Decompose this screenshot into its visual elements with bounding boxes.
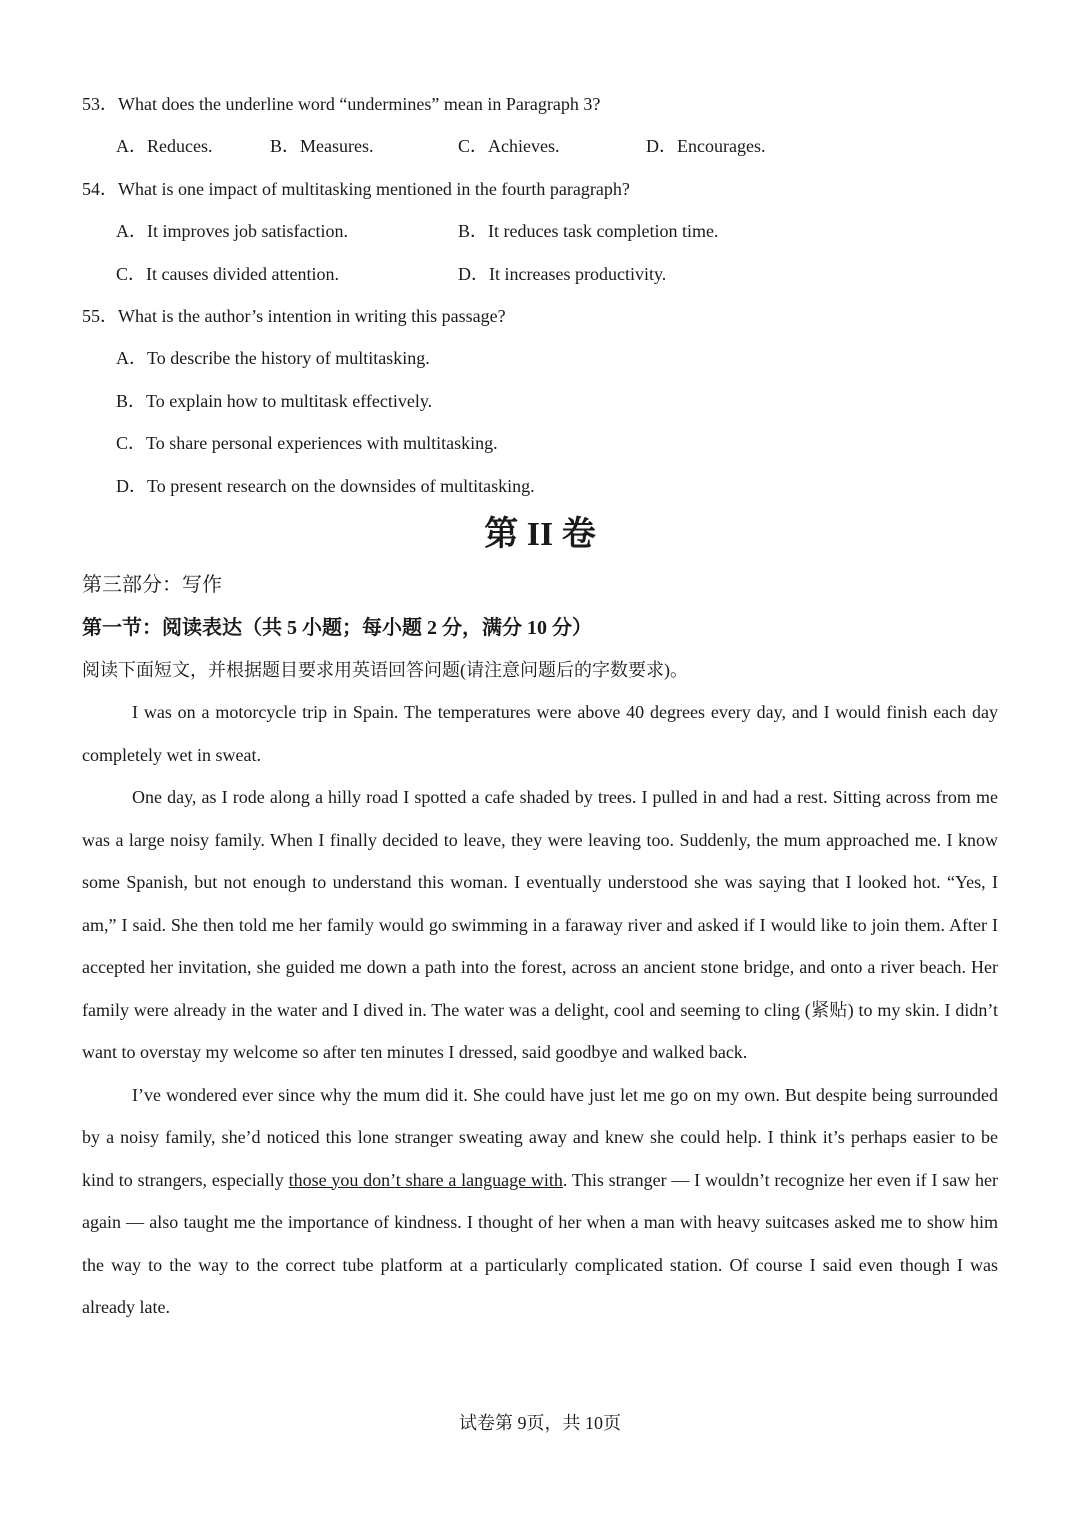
question-54-stem: 54．What is one impact of multitasking mentioned in the fourth paragraph?: [82, 179, 630, 199]
section-heading: 第一节：阅读表达（共 5 小题；每小题 2 分，满分 10 分）: [82, 617, 592, 639]
section-title: 第 II 卷: [484, 516, 596, 553]
passage-paragraph-1: I was on a motorcycle trip in Spain. The temperatures were above 40 degrees every day, and I would finish each day completely wet in sweat.: [82, 702, 998, 765]
question-53-option-c: C．Achieves.: [458, 136, 560, 156]
question-55-option-d: D．To present research on the downsides of multitasking.: [116, 476, 535, 496]
question-55-option-a: A．To describe the history of multitasking.: [116, 348, 430, 368]
question-53-option-a: A．Reduces.: [116, 136, 213, 156]
question-54-option-c: C．It causes divided attention.: [116, 264, 339, 284]
passage-paragraph-3-end: . This stranger — I wouldn’t recognize her even if I saw her again — also taught me the importance of kindness. I thought of her when a man with heavy suitcases asked me to show him the way to the way to the correct tube platform at a particularly complicated station. Of course I said even though I was already late.: [82, 1169, 998, 1317]
question-53-stem: 53．What does the underline word “undermines” mean in Paragraph 3?: [82, 94, 601, 114]
passage-paragraph-2: One day, as I rode along a hilly road I spotted a cafe shaded by trees. I pulled in and had a rest. Sitting across from me was a large noisy family. When I finally decided to leave, they were leaving too. Suddenly, the mum approached me. I know some Spanish, but not enough to understand this woman. I eventually understood she was saying that I looked hot. “Yes, I am,” I said. She then told me her family would go swimming in a faraway river and asked if I would like to join them. After I accepted her invitation, she guided me down a path into the forest, across an ancient stone bridge, and onto a river beach. Her family were already in the water and I dived in. The water was a delight, cool and seeming to cling (紧贴) to my skin. I didn’t want to overstay my welcome so after ten minutes I dressed, said goodbye and walked back.: [82, 787, 998, 1062]
question-55-stem: 55．What is the author’s intention in writing this passage?: [82, 306, 506, 326]
reading-passage: [82, 691, 998, 1329]
question-54-option-d: D．It increases productivity.: [458, 264, 667, 284]
question-55-option-c: C．To share personal experiences with multitasking.: [116, 433, 498, 453]
passage-paragraph-3: [82, 1074, 998, 1329]
question-53-option-d: D．Encourages.: [646, 136, 766, 156]
question-53-option-b: B．Measures.: [270, 136, 374, 156]
question-54-option-a: A．It improves job satisfaction.: [116, 221, 348, 241]
question-54-option-b: B．It reduces task completion time.: [458, 221, 719, 241]
page-footer: 试卷第 9页，共 10页: [459, 1413, 621, 1433]
underlined-phrase: those you don’t share a language with: [288, 1169, 563, 1190]
question-55-option-b: B．To explain how to multitask effectively.: [116, 391, 433, 411]
instruction: 阅读下面短文，并根据题目要求用英语回答问题(请注意问题后的字数要求)。: [82, 660, 688, 680]
part-heading: 第三部分：写作: [82, 574, 222, 596]
passage-paragraph-3-start: I’ve wondered ever since why the mum did it. She could have just let me go on my own. But despite being surrounded by a noisy family, she’d noticed this lone stranger sweating away and knew she could help. I think it’s perhaps easier to be kind to strangers, especially: [82, 1084, 998, 1190]
